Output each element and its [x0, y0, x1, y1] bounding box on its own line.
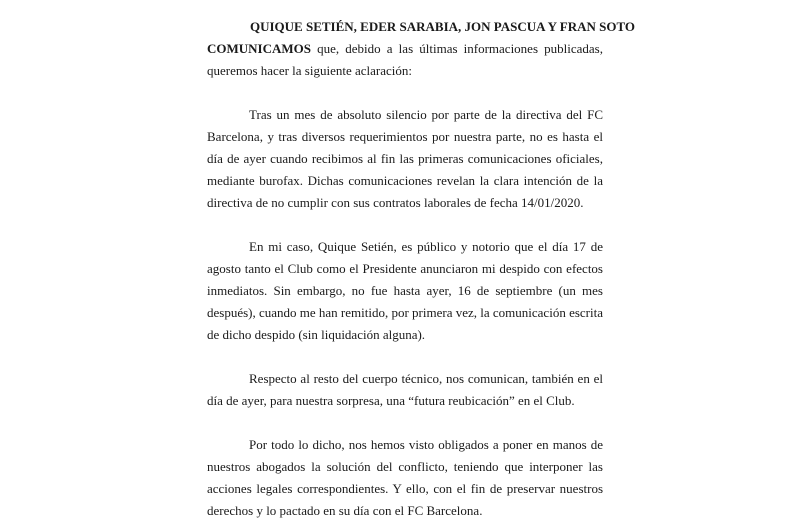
paragraph-silence: Tras un mes de absoluto silencio por parte de la directiva del FC Barcelona, y tras diversos requerimientos por nuestra parte, no es hasta el día de ayer cuando recibimos al fin las primeras comunicaciones oficiales, mediante burofax. Dichas comunicaciones revelan la clara intención de la directiva de no cumplir con sus contratos laborales de fecha 14/01/2020. — [207, 107, 603, 210]
spacer — [207, 412, 603, 434]
statement-document — [207, 16, 636, 522]
signers-line: QUIQUE SETIÉN, EDER SARABIA, JON PASCUA Y FRAN SOTO — [250, 19, 636, 34]
spacer — [207, 346, 603, 368]
spacer — [207, 214, 603, 236]
paragraph-dismissal: En mi caso, Quique Setién, es público y notorio que el día 17 de agosto tanto el Club como el Presidente anunciaron mi despido con efectos inmediatos. Sin embargo, no fue hasta ayer, 16 de septiembre (un mes después), cuando me han remitido, por primera vez, la comunicación escrita de dicho despido (sin liquidación alguna). — [207, 239, 603, 342]
spacer — [207, 82, 603, 104]
paragraph-legal-action: Por todo lo dicho, nos hemos visto obligados a poner en manos de nuestros abogados la solución del conflicto, teniendo que interponer las acciones legales correspondientes. Y ello, con el fin de preservar nuestros derechos y lo pactado en su día con el FC Barcelona. — [207, 437, 603, 518]
communicate-verb: COMUNICAMOS — [207, 41, 311, 56]
statement-header — [207, 16, 636, 82]
paragraph-technical-staff: Respecto al resto del cuerpo técnico, nos comunican, también en el día de ayer, para nuestra sorpresa, una “futura reubicación” en el Club. — [207, 371, 603, 408]
intro-text: que, debido a las últimas informaciones publicadas, queremos hacer la siguiente aclaración: — [207, 41, 603, 78]
